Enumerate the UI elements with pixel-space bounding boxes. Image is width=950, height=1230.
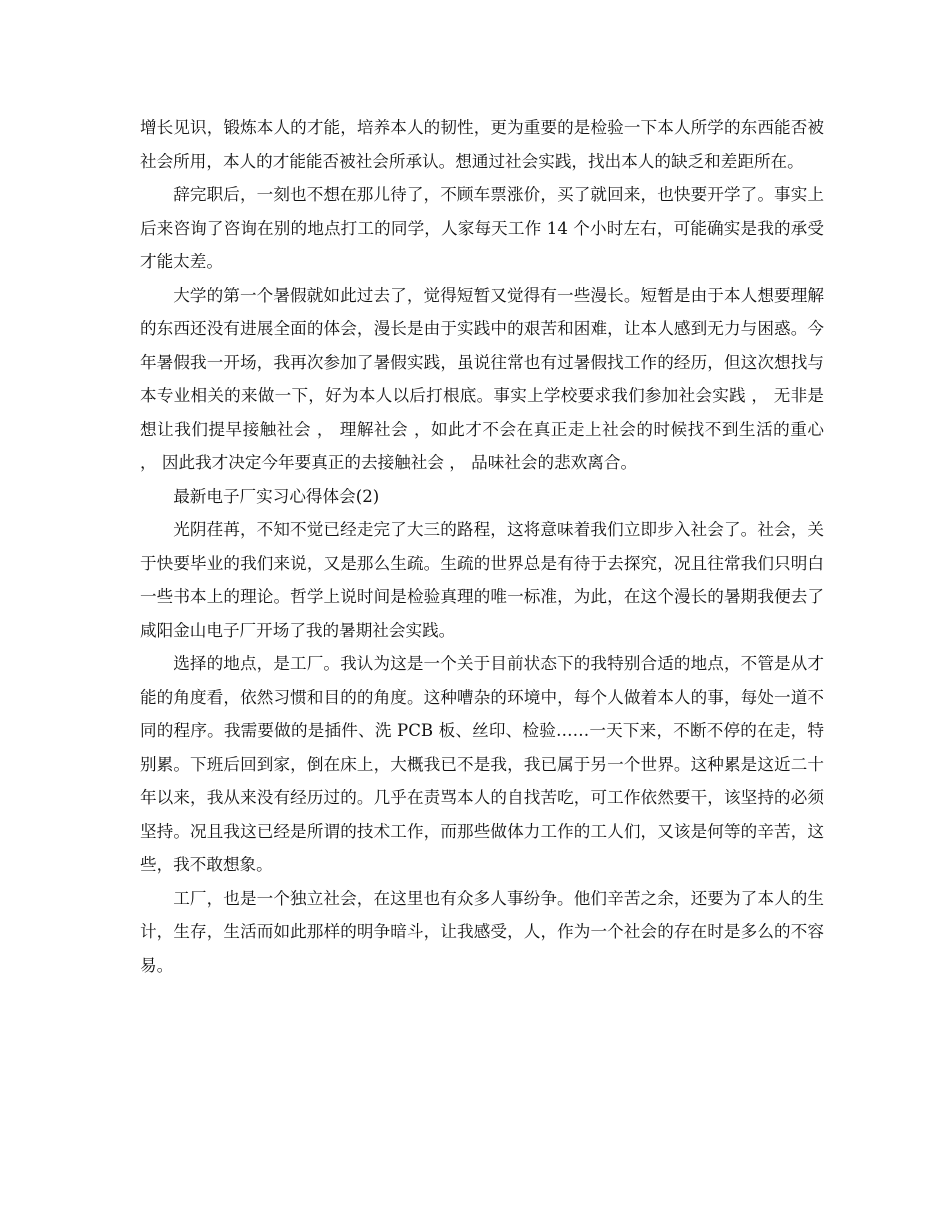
- paragraph-factory-society: 工厂，也是一个独立社会，在这里也有众多人事纷争。他们辛苦之余，还要为了本人的生计，生存，生活而如此那样的明争暗斗，让我感受，人，作为一个社会的存在时是多么的不容易。: [140, 888, 824, 975]
- section-heading: 最新电子厂实习心得体会(2): [173, 486, 380, 506]
- paragraph-factory-choice: 选择的地点，是工厂。我认为这是一个关于目前状态下的我特别合适的地点，不管是从才能的角度看，依然习惯和目的的角度。这种嘈杂的环境中，每个人做着本人的事，每处一道不同的程序。我需要做的是插件、洗 PCB 板、丝印、检验……一天下来，不断不停的在走，特别累。下班后回到家，倒在床上，大概我已不是我，我已属于另一个世界。这种累是这近二十年以来，我从来没有经历过的。几乎在责骂本人的自找苦吃，可工作依然要干，该坚持的必须坚持。况且我这已经是所谓的技术工作，而那些做体力工作的工人们，又该是何等的辛苦，这些，我不敢想象。: [140, 654, 824, 874]
- paragraph-continuation: 增长见识，锻炼本人的才能，培养本人的韧性，更为重要的是检验一下本人所学的东西能否被社会所用，本人的才能能否被社会所承认。想通过社会实践，找出本人的缺乏和差距所在。: [140, 118, 824, 171]
- paragraph-resignation: 辞完职后，一刻也不想在那儿待了，不顾车票涨价，买了就回来，也快要开学了。事实上后来咨询了咨询在别的地点打工的同学，人家每天工作 14 个小时左右，可能确实是我的承受才能太差。: [140, 185, 824, 271]
- document-page: [140, 111, 824, 982]
- paragraph-time-flies: 光阴荏苒，不知不觉已经走完了大三的路程，这将意味着我们立即步入社会了。社会，关于快要毕业的我们来说，又是那么生疏。生疏的世界总是有待于去探究，况且往常我们只明白一些书本上的理论。哲学上说时间是检验真理的唯一标准，为此，在这个漫长的暑期我便去了咸阳金山电子厂开场了我的暑期社会实践。: [140, 520, 824, 640]
- paragraph-first-summer: 大学的第一个暑假就如此过去了，觉得短暂又觉得有一些漫长。短暂是由于本人想要理解的东西还没有进展全面的体会，漫长是由于实践中的艰苦和困难，让本人感到无力与困惑。今年暑假我一开场，我再次参加了暑假实践，虽说往常也有过暑假找工作的经历，但这次想找与本专业相关的来做一下，好为本人以后打根底。事实上学校要求我们参加社会实践 ， 无非是想让我们提早接触社会 ， 理解社会 ，如此才不会在真正走上社会的时候找不到生活的重心 ， 因此我才决定今年要真正的去接触社会 ， 品味社会的悲欢离合。: [140, 285, 824, 472]
